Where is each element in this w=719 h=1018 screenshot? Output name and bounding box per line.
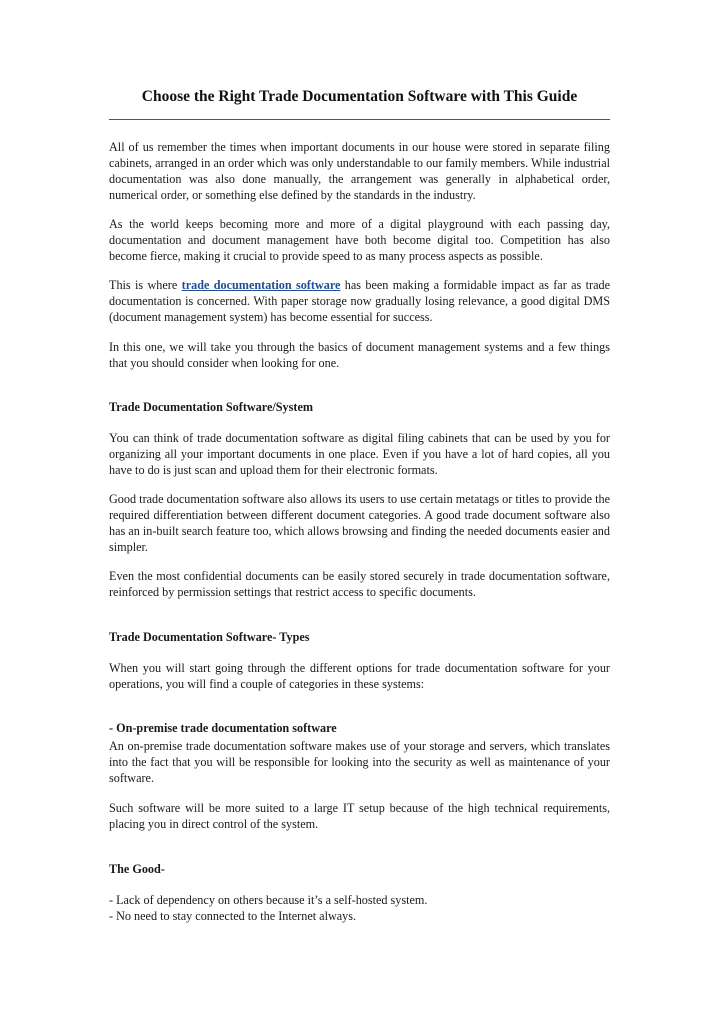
paragraph-confidential: Even the most confidential documents can be easily stored securely in trade documentation software, reinforced by permission settings that restrict access to specific documents. [109,569,610,599]
section-heading-system: Trade Documentation Software/System [109,400,314,414]
subheading-the-good: The Good- [109,862,165,876]
trade-documentation-software-link[interactable]: trade documentation software [181,278,341,292]
paragraph-digital-world: As the world keeps becoming more and more of a digital playground with each passing day, documentation and document management have both become digital too. Competition has also become fierce, making it crucial to provide speed to as many process aspects as possible. [109,217,610,263]
paragraph-text-after-link: has been making a formidable impact as far as trade documentation is concerned. With paper storage now gradually losing relevance, a good digital DMS (document management system) has become essential for success. [109,278,610,324]
good-points-list [109,892,610,924]
list-item: - Lack of dependency on others because it’s a self-hosted system. [109,893,428,907]
paragraph-on-premise: An on-premise trade documentation software makes use of your storage and servers, which translates into the fact that you will be responsible for looking into the security as well as maintenance of your software. [109,739,610,785]
paragraph-trade-software [109,277,610,325]
subheading-on-premise: - On-premise trade documentation software [109,721,337,735]
paragraph-overview: In this one, we will take you through the basics of document management systems and a few things that you should consider when looking for one. [109,340,610,370]
list-item: - No need to stay connected to the Internet always. [109,909,357,923]
paragraph-intro: All of us remember the times when important documents in our house were stored in separate filing cabinets, arranged in an order which was only understandable to our family members. While industrial documentation was also done manually, the arrangement was generally in alphabetical order, numerical order, or something else defined by the standards in the industry. [109,140,610,202]
paragraph-it-setup: Such software will be more suited to a large IT setup because of the high technical requirements, placing you in direct control of the system. [109,801,610,831]
paragraph-filing-cabinets: You can think of trade documentation software as digital filing cabinets that can be used by you for organizing all your important documents in one place. Even if you have a lot of hard copies, all you have to do is just scan and upload them for their electronic formats. [109,431,610,477]
title-divider [109,119,610,120]
paragraph-text-before-link: This is where [109,278,182,292]
paragraph-categories: When you will start going through the different options for trade documentation software for your operations, you will find a couple of categories in these systems: [109,661,610,691]
document-title: Choose the Right Trade Documentation Software with This Guide [141,88,578,105]
section-heading-types: Trade Documentation Software- Types [109,630,310,644]
paragraph-metatags: Good trade documentation software also allows its users to use certain metatags or titles to provide the required differentiation between different document categories. A good trade document software also has an in-built search feature too, which allows browsing and finding the needed documents easier and simpler. [109,492,610,554]
